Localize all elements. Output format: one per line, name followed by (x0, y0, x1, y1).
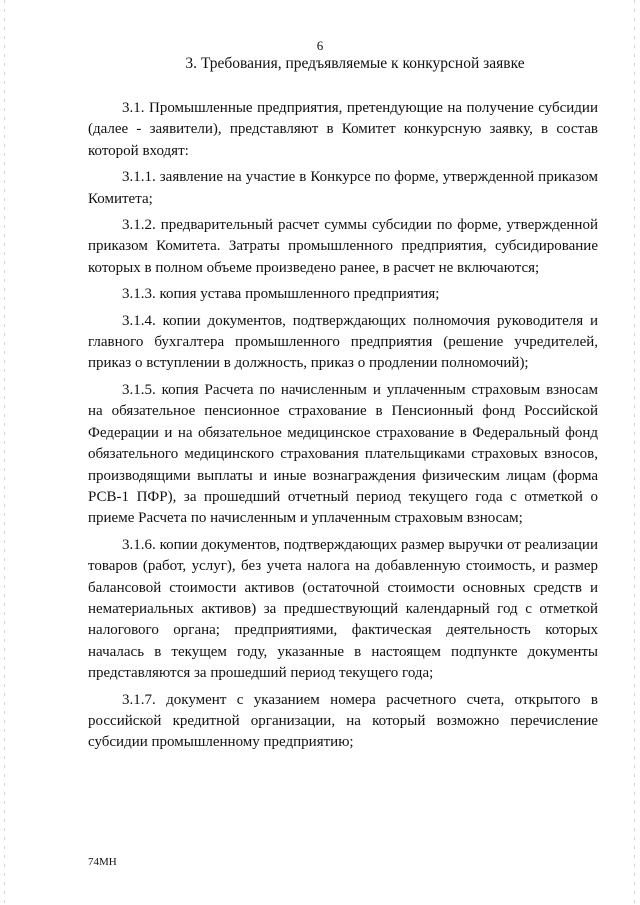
paragraph-3-1-3: 3.1.3. копия устава промышленного предприятия; (122, 286, 440, 303)
paragraph-3-1-1: 3.1.1. заявление на участие в Конкурсе по форме, утвержденной приказом Комитета; (88, 169, 598, 207)
page-number: 6 (316, 38, 324, 53)
scan-edge-right (634, 0, 635, 905)
paragraph-3-1-2: 3.1.2. предварительный расчет суммы субсидии по форме, утвержденной приказом Комитета. Затраты промышленного предприятия, субсидирование которых в полном объеме произведено ранее, в расчет не включаются; (88, 217, 598, 276)
paragraph-3-1-5: 3.1.5. копия Расчета по начисленным и уплаченным страховым взносам на обязательное пенсионное страхование в Пенсионный фонд Российской Федерации и на обязательное медицинское страхование в Федеральный фонд обязательного медицинского страхования плательщиками страховых взносов, производящими выплаты и иные вознаграждения физическим лицам (форма РСВ-1 ПФР), за прошедший отчетный период текущего года с отметкой о приеме Расчета по начисленным и уплаченным страховым взносам; (88, 381, 598, 527)
footer-document-code: 74МН (88, 856, 117, 868)
paragraph-3-1-4: 3.1.4. копии документов, подтверждающих полномочия руководителя и главного бухгалтера промышленного предприятия (решение учредителей, приказ о вступлении в должность, приказ о продлении полномочий); (88, 312, 598, 372)
section-title: 3. Требования, предъявляемые к конкурсной заявке (185, 55, 525, 72)
paragraph-3-1-6: 3.1.6. копии документов, подтверждающих размер выручки от реализации товаров (работ, услуг), без учета налога на добавленную стоимость, и размер балансовой стоимости активов (остаточной стоимости основных средств и нематериальных активов) за предшествующий календарный год с отметкой налогового органа; предприятиями, фактическая деятельность которых началась в текущем году, указанные в настоящем подпункте документы представляются за прошедший период текущего года; (88, 536, 598, 682)
paragraph-3-1: 3.1. Промышленные предприятия, претендующие на получение субсидии (далее - заявители), представляют в Комитет конкурсную заявку, в состав которой входят: (88, 100, 598, 159)
scan-edge-left (4, 0, 5, 905)
document-body (88, 98, 598, 759)
paragraph-3-1-7: 3.1.7. документ с указанием номера расчетного счета, открытого в российской кредитной организации, на который возможно перечисление субсидии промышленному предприятию; (88, 691, 598, 751)
